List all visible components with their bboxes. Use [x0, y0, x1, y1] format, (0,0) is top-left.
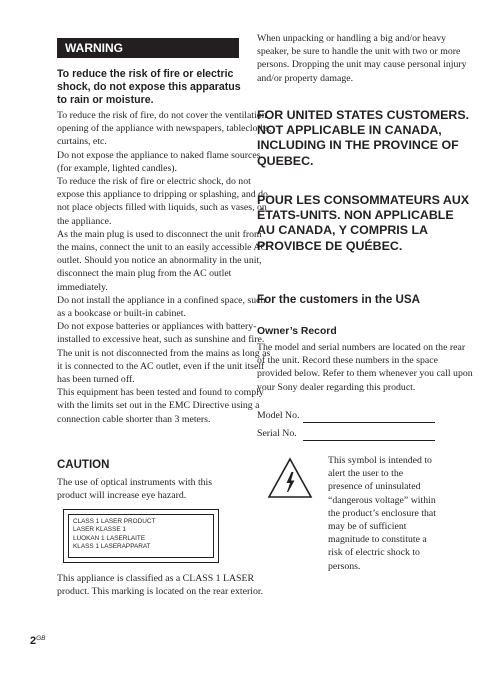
- us-customers-heading: FOR UNITED STATES CUSTOMERS. NOT APPLICABLE IN CANADA, INCLUDING IN THE PROVINCE OF QUEBEC.: [257, 108, 470, 168]
- warning-paragraph: To reduce the risk of fire or electric shock, do not expose this appliance to dripping or splashing, and do not place objects filled with liquids, such as vases, on the appliance.: [57, 176, 268, 227]
- laser-label-line: CLASS 1 LASER PRODUCT: [73, 518, 156, 525]
- serial-number-label: Serial No.: [257, 428, 297, 439]
- warning-paragraph: Do not expose the appliance to naked flame sources (for example, lighted candles).: [57, 149, 261, 174]
- warning-paragraph: To reduce the risk of fire, do not cover the ventilation opening of the appliance with newspapers, tablecloths, curtains, etc.: [57, 110, 272, 148]
- caution-text: The use of optical instruments with this product will increase eye hazard.: [57, 477, 213, 502]
- serial-number-field: [257, 428, 435, 442]
- warning-lead-text: To reduce the risk of fire or electric shock, do not expose this apparatus to rain or moisture.: [57, 68, 241, 107]
- laser-label-line: KLASS 1 LASERAPPARAT: [73, 543, 151, 551]
- laser-class-label: [63, 509, 219, 563]
- voltage-symbol-text: This symbol is intended to alert the user to the presence of uninsulated “dangerous voltage” within the product’s enclosure that may be of sufficient magnitude to constitute a risk of electric shock to persons.: [328, 455, 437, 572]
- warning-body: [57, 109, 273, 426]
- page-number-value: 2: [30, 635, 37, 647]
- warning-paragraph: Do not install the appliance in a confined space, such as a bookcase or built-in cabinet.: [57, 294, 266, 320]
- model-number-label: Model No.: [257, 410, 300, 421]
- warning-paragraph: As the main plug is used to disconnect the unit from the mains, connect the unit to an easily accessible AC outlet. Should you notice an abnormality in the unit, disconnect the main plug from the AC outlet immediately.: [57, 228, 268, 293]
- serial-number-blank: [303, 440, 435, 441]
- warning-paragraph: This equipment has been tested and found to comply with the limits set out in the EMC Directive using a connection cable shorter than 3 meters.: [57, 387, 264, 425]
- owners-record-text: The model and serial numbers are located on the rear of the unit. Record these numbers in the space provided below. Refer to them whenever you call upon your Sony dealer regarding this product.: [257, 342, 473, 393]
- model-number-blank: [303, 422, 435, 423]
- caution-heading: CAUTION: [57, 459, 110, 471]
- owners-record-heading: Owner’s Record: [257, 326, 337, 337]
- handling-note: When unpacking or handling a big and/or heavy speaker, be sure to handle the unit with two or more persons. Dropping the unit may cause personal injury and/or property damage.: [257, 33, 467, 84]
- laser-label-line: LASER KLASSE 1: [73, 526, 126, 534]
- warning-banner: WARNING: [57, 38, 239, 58]
- warning-paragraph: Do not expose batteries or appliances with battery-installed to excessive heat, such as sunshine and fire.: [57, 321, 265, 346]
- laser-class-text: This appliance is classified as a CLASS 1 LASER product. This marking is located on the rear exterior.: [57, 573, 264, 598]
- usa-customers-heading: For the customers in the USA: [257, 293, 420, 306]
- page-number: [30, 635, 46, 647]
- model-number-field: [257, 410, 435, 424]
- laser-label-line: LUOKAN 1 LASERLAITE: [73, 534, 146, 542]
- laser-label-inner: [68, 514, 214, 558]
- lightning-warning-triangle-icon: [267, 457, 313, 499]
- french-customers-heading: POUR LES CONSOMMATEURS AUX ÉTATS-UNITS. NON APPLICABLE AU CANADA, Y COMPRIS LA PROVIBCE DE QUÉBEC.: [257, 193, 470, 253]
- warning-paragraph: The unit is not disconnected from the mains as long as it is connected to the AC outlet, even if the unit itself has been turned off.: [57, 347, 271, 386]
- page-number-suffix: GB: [36, 635, 46, 642]
